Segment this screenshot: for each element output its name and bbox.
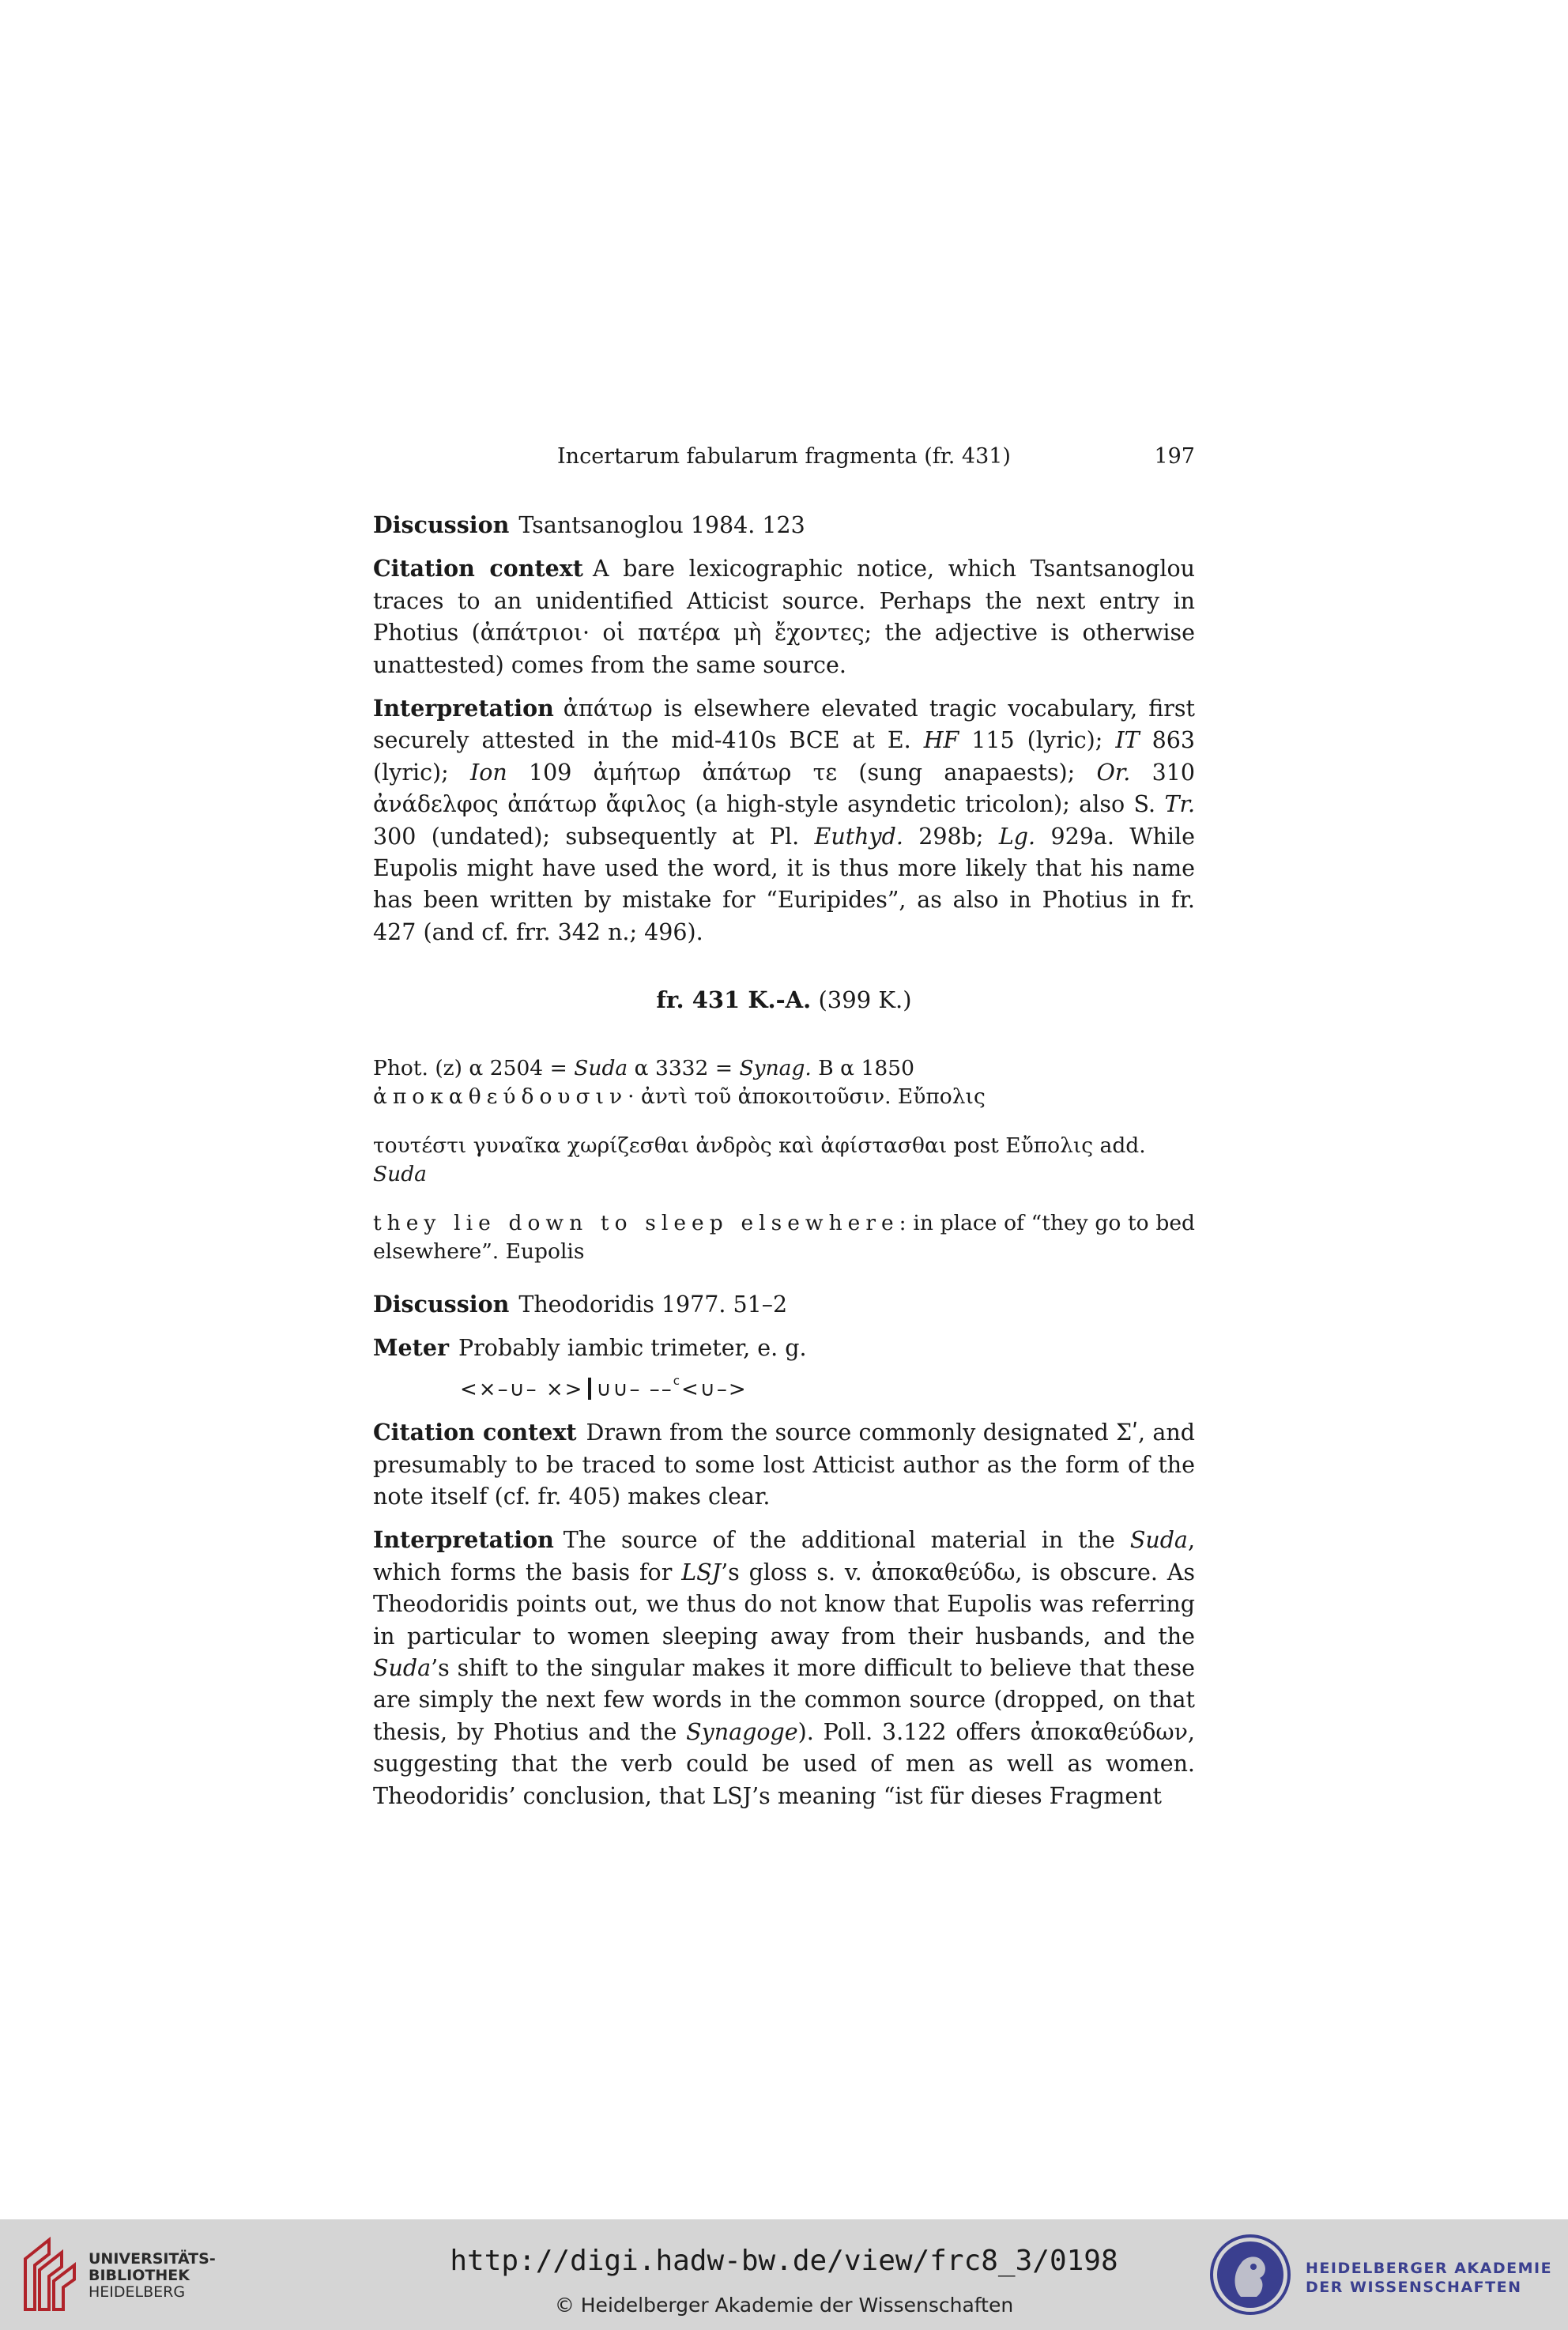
source-work: Synag. bbox=[739, 1056, 812, 1080]
citation-context-label: Citation context bbox=[373, 555, 583, 582]
interp-text: 310 ἀνάδελφος ἀπάτωρ ἄφιλος (a high-style asyndetic tricolon); also S. bbox=[373, 759, 1195, 818]
source-text: Phot. (z) α 2504 = bbox=[373, 1056, 575, 1080]
interpretation-label: Interpretation bbox=[373, 1526, 554, 1554]
ub-line: HEIDELBERG bbox=[89, 2283, 186, 2301]
citation-context-text: Drawn from the source commonly designated Σʹ, and presumably to be traced to some lost Atticist author as the form of the note itself (cf. fr. 405) makes clear. bbox=[373, 1419, 1195, 1510]
meter-text: Probably iambic trimeter, e. g. bbox=[458, 1335, 807, 1362]
lemma-word: ἀποκαθεύδουσιν bbox=[373, 1084, 628, 1109]
interp-text: 109 ἀμήτωρ ἀπάτωρ τε (sung anapaests); bbox=[507, 759, 1097, 786]
running-title: Incertarum fabularum fragmenta (fr. 431) bbox=[557, 444, 1011, 469]
fragment-heading bbox=[373, 986, 1195, 1013]
work-title: Tr. bbox=[1164, 791, 1195, 818]
academy-line: DER WISSENSCHAFTEN bbox=[1306, 2279, 1522, 2296]
meter-scheme-part: ∪∪– –– bbox=[596, 1377, 673, 1401]
lemma-gloss: · ἀντὶ τοῦ ἀποκοιτοῦσιν. Εὔπολις bbox=[628, 1084, 986, 1109]
commentary-top bbox=[373, 509, 1195, 960]
work-title: LSJ bbox=[681, 1559, 722, 1585]
interp-text: 115 (lyric); bbox=[959, 727, 1116, 754]
interp-text: The source of the additional material in the bbox=[563, 1527, 1130, 1554]
fragment-kock-number: (399 K.) bbox=[811, 986, 912, 1013]
translation-lemma: they lie down to sleep elsewhere bbox=[373, 1211, 899, 1235]
commentary-bottom bbox=[373, 1288, 1195, 1823]
work-title: Suda bbox=[373, 1655, 432, 1682]
work-title: Or. bbox=[1096, 759, 1131, 786]
page-number: 197 bbox=[1154, 444, 1195, 469]
academy-name bbox=[1306, 2259, 1552, 2297]
interp-text: ἀπάτωρ is elsewhere elevated tragic vocabulary, first securely attested in the mid-410s BCE at E. bbox=[373, 696, 1195, 754]
interp-text: 300 (undated); subsequently at Pl. bbox=[373, 823, 815, 850]
interp-text: 863 (lyric); bbox=[373, 727, 1195, 786]
apparatus-criticus bbox=[373, 1132, 1195, 1189]
interpretation-paragraph bbox=[373, 1524, 1195, 1812]
interp-text: ). Poll. 3.122 offers ἀποκαθεύδων, suggesting that the verb could be used of men as well as women. Theodoridis’ conclusion, that LSJ’s meaning “ist für dieses Fragment bbox=[373, 1718, 1195, 1809]
apparatus-source: Suda bbox=[373, 1162, 427, 1186]
work-title: HF bbox=[923, 727, 959, 754]
apparatus-text: τουτέστι γυναῖκα χωρίζεσθαι ἀνδρὸς καὶ ἀφίστασθαι post Εὔπολις add. bbox=[373, 1133, 1146, 1158]
citation-context-paragraph bbox=[373, 552, 1195, 681]
footer-bar bbox=[0, 2219, 1568, 2330]
running-head bbox=[373, 444, 1195, 479]
fragment-greek-text bbox=[373, 1083, 1195, 1111]
source-text: α 3332 = bbox=[628, 1056, 740, 1080]
work-title: Suda bbox=[1129, 1527, 1188, 1554]
caesura-mark bbox=[588, 1378, 591, 1400]
work-title: Ion bbox=[469, 759, 507, 786]
citation-context-paragraph bbox=[373, 1416, 1195, 1513]
work-title: Euthyd. bbox=[814, 823, 903, 850]
citation-context-label: Citation context bbox=[373, 1419, 577, 1446]
interp-text: 298b; bbox=[903, 823, 999, 850]
meter-scheme-part: <×–∪– ×> bbox=[460, 1377, 584, 1401]
interpretation-label: Interpretation bbox=[373, 695, 554, 722]
fragment-number: fr. 431 K.-A. bbox=[656, 986, 812, 1013]
source-work: Suda bbox=[574, 1056, 628, 1080]
ub-line: UNIVERSITÄTS- bbox=[89, 2250, 216, 2268]
interp-text: ’s shift to the singular makes it more difficult to believe that these are simply the next few words in the common source (dropped, on that thesis, by Photius and the bbox=[373, 1655, 1195, 1745]
translation-text: : in place of “they go to bed elsewhere”. Eupolis bbox=[373, 1211, 1195, 1264]
meter-scheme-sup: c bbox=[673, 1373, 682, 1388]
fragment-source bbox=[373, 1054, 1195, 1083]
fragment-translation bbox=[373, 1209, 1195, 1266]
discussion-text: Tsantsanoglou 1984. 123 bbox=[518, 512, 805, 538]
interp-text: 929a. While Eupolis might have used the word, it is thus more likely that his name has been written by mistake for “Euripides”, as also in Photius in fr. 427 (and cf. frr. 342 n.; 496). bbox=[373, 823, 1195, 945]
discussion-paragraph bbox=[373, 1288, 1195, 1321]
interpretation-paragraph bbox=[373, 692, 1195, 948]
academy-seal-icon bbox=[1209, 2234, 1291, 2316]
ub-line: BIBLIOTHEK bbox=[89, 2267, 190, 2284]
meter-scheme-part: <∪–> bbox=[681, 1377, 748, 1401]
fragment-block bbox=[373, 1054, 1195, 1266]
citation-context-text: A bare lexicographic notice, which Tsantsanoglou traces to an unidentified Atticist source. Perhaps the next entry in Photius (ἀπάτριοι· οἱ πατέρα μὴ ἔχοντες; the adjective is otherwise unattested) comes from the same source. bbox=[373, 556, 1195, 678]
discussion-paragraph bbox=[373, 509, 1195, 541]
work-title: Synagoge bbox=[686, 1718, 798, 1745]
permalink-url[interactable]: http://digi.hadw-bw.de/view/frc8_3/0198 bbox=[450, 2245, 1118, 2277]
discussion-label: Discussion bbox=[373, 511, 510, 538]
meter-scheme bbox=[373, 1365, 1195, 1405]
meter-paragraph bbox=[373, 1332, 1195, 1405]
meter-label: Meter bbox=[373, 1334, 449, 1362]
work-title: Lg. bbox=[998, 823, 1036, 850]
copyright-notice: © Heidelberger Akademie der Wissenschaften bbox=[554, 2294, 1014, 2317]
academy-line: HEIDELBERGER AKADEMIE bbox=[1306, 2260, 1553, 2277]
source-text: B α 1850 bbox=[811, 1056, 914, 1080]
discussion-label: Discussion bbox=[373, 1291, 510, 1318]
discussion-text: Theodoridis 1977. 51–2 bbox=[518, 1291, 788, 1318]
interp-text: , which forms the basis for bbox=[373, 1527, 1195, 1585]
interp-text: ’s gloss s. v. ἀποκαθεύδω, is obscure. As Theodoridis points out, we thus do not know that Eupolis was referring in particular to women sleeping away from their husbands, and the bbox=[373, 1559, 1195, 1649]
work-title: IT bbox=[1115, 727, 1140, 754]
